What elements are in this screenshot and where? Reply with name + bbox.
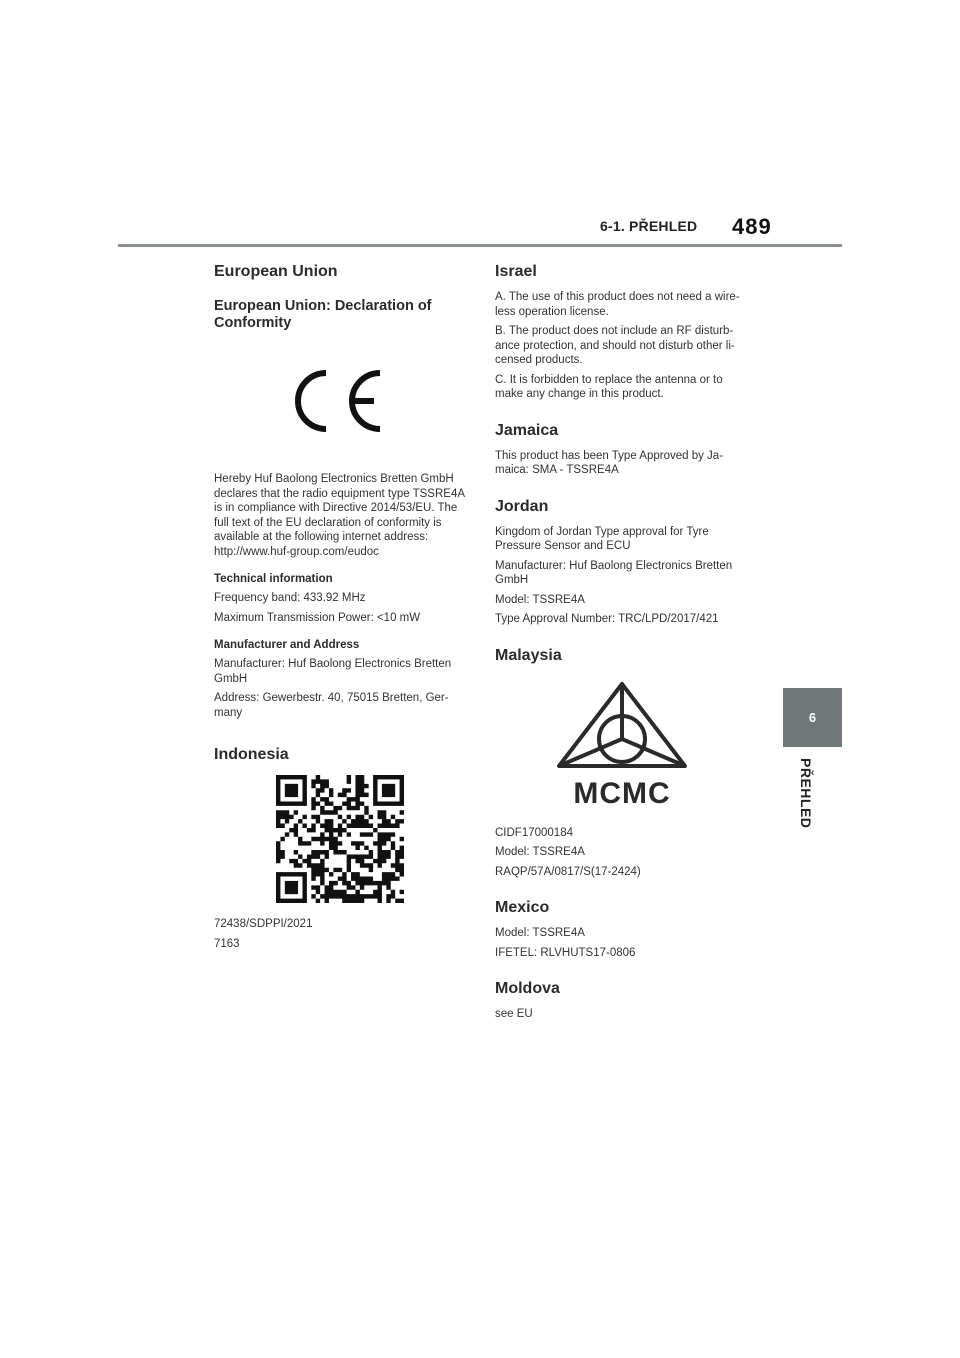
running-header-section: 6-1. PŘEHLED	[600, 218, 698, 234]
eu-declaration-text: Hereby Huf Baolong Electronics Bretten GmbH declares that the radio equipment type TSSRE4A is in compliance with Directive 2014/53/EU. The full text of the EU declaration of conformity is available at the following internet address: http://www.huf-group.com/eudoc	[214, 473, 465, 558]
malaysia-model: Model: TSSRE4A	[495, 846, 585, 858]
mexico-model: Model: TSSRE4A	[495, 927, 585, 939]
moldova-text: see EU	[495, 1008, 533, 1020]
mexico-ifetel: IFETEL: RLVHUTS17-0806	[495, 946, 636, 959]
tech-info-heading: Technical information	[214, 573, 333, 585]
page-number: 489	[732, 214, 772, 239]
mcmc-logo-text: MCMC	[573, 776, 671, 808]
tech-frequency: Frequency band: 433.92 MHz	[214, 592, 366, 604]
jamaica-text: This product has been Type Approved by Ja-maica: SMA - TSSRE4A	[495, 449, 724, 476]
mcmc-logo-icon	[549, 680, 695, 808]
jordan-model: Model: TSSRE4A	[495, 593, 585, 606]
israel-item-b: B. The product does not include an RF disturb-ance protection, and should not disturb other li-censed products.	[495, 325, 735, 366]
eu-heading: European Union	[214, 263, 338, 280]
jordan-approval: Kingdom of Jordan Type approval for Tyre Pressure Sensor and ECU	[495, 525, 709, 552]
eu-declaration-heading: European Union: Declaration of Conformity	[214, 298, 432, 331]
indonesia-heading: Indonesia	[214, 746, 289, 763]
mexico-heading: Mexico	[495, 899, 550, 916]
malaysia-cidf: CIDF17000184	[495, 826, 573, 839]
malaysia-heading: Malaysia	[495, 646, 562, 664]
chapter-side-label: PŘEHLED	[798, 758, 814, 829]
jordan-approval-number: Type Approval Number: TRC/LPD/2017/421	[495, 613, 719, 625]
jordan-heading: Jordan	[495, 497, 549, 515]
indonesia-cert-number: 72438/SDPPI/2021	[214, 918, 313, 930]
manufacturer-address: Address: Gewerbestr. 40, 75015 Bretten, Ger-many	[214, 692, 449, 719]
moldova-heading: Moldova	[495, 980, 560, 997]
left-column	[214, 262, 466, 956]
right-column	[495, 262, 749, 1027]
israel-item-c: C. It is forbidden to replace the antenna or to make any change in this product.	[495, 373, 723, 400]
chapter-tab[interactable]	[783, 688, 842, 747]
indonesia-code: 7163	[214, 937, 240, 950]
malaysia-raqp: RAQP/57A/0817/S(17-2424)	[495, 865, 641, 878]
qr-code-icon	[276, 775, 404, 903]
header-divider	[118, 244, 842, 247]
manufacturer-name: Manufacturer: Huf Baolong Electronics Bretten GmbH	[214, 658, 452, 685]
tech-power: Maximum Transmission Power: <10 mW	[214, 611, 421, 624]
manufacturer-heading: Manufacturer and Address	[214, 639, 360, 651]
israel-heading: Israel	[495, 263, 537, 280]
chapter-tab-number: 6	[808, 710, 817, 725]
ce-mark-icon	[214, 350, 466, 452]
israel-item-a: A. The use of this product does not need a wire-less operation license.	[495, 291, 740, 318]
jamaica-heading: Jamaica	[495, 421, 559, 439]
jordan-manufacturer: Manufacturer: Huf Baolong Electronics Bretten GmbH	[495, 559, 733, 586]
